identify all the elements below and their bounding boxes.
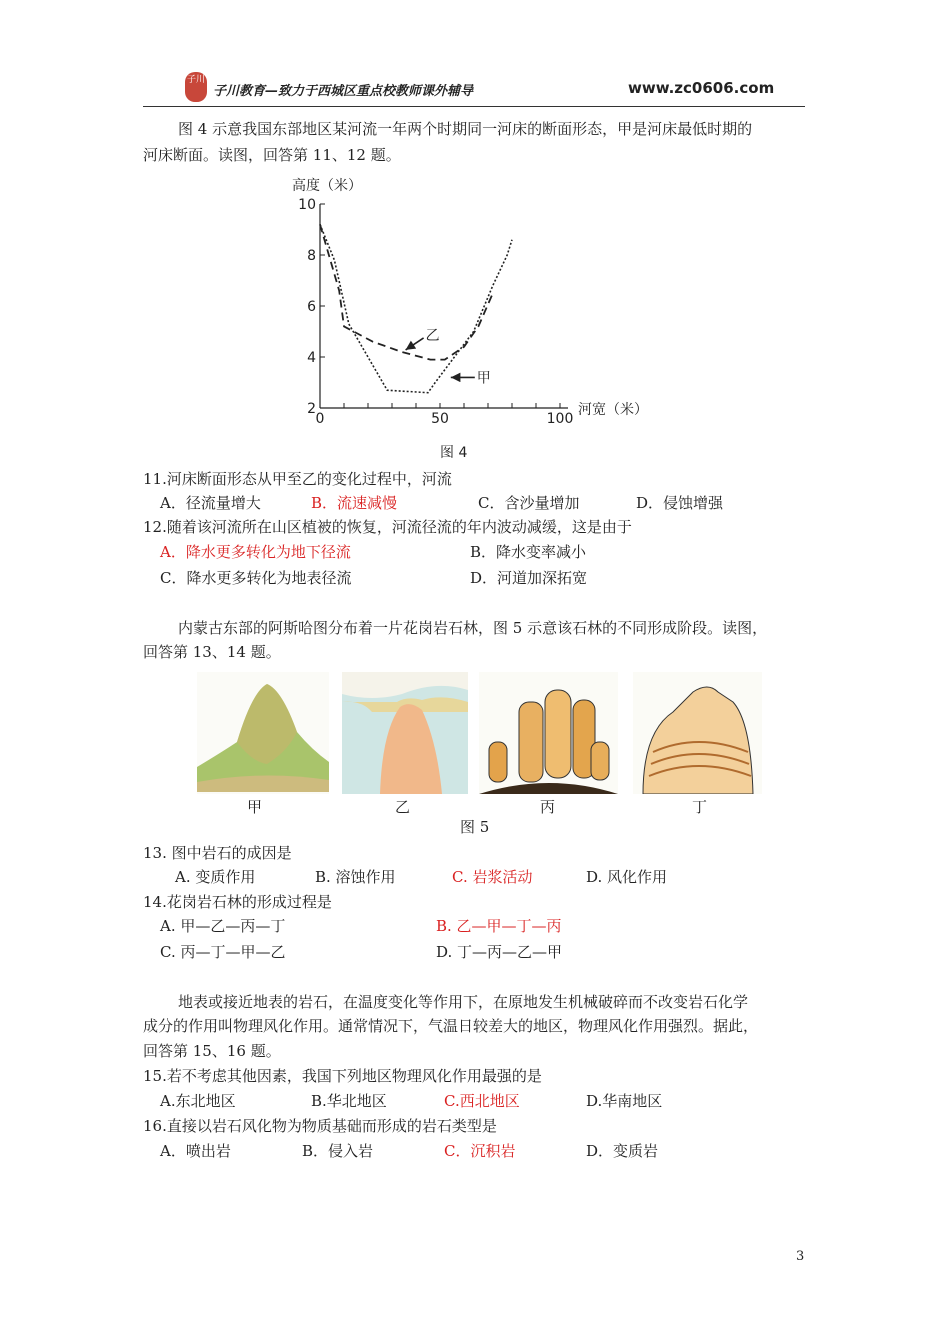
- q15-option-b: B.华北地区: [311, 1092, 387, 1110]
- x-tick-label: 100: [546, 411, 574, 427]
- stage-yi-picture: [342, 672, 468, 794]
- q11-option-a: A．径流量增大: [160, 494, 261, 512]
- stage-label-yi: 乙: [395, 798, 411, 816]
- q13-option-c: C. 岩浆活动: [452, 868, 533, 886]
- x-tick-label: 0: [315, 411, 325, 427]
- river-profile-chart: [280, 168, 680, 464]
- q13-option-d: D. 风化作用: [586, 868, 668, 886]
- q16-option-a: A．喷出岩: [160, 1142, 231, 1160]
- q13-stem: 13. 图中岩石的成因是: [143, 844, 292, 862]
- stage-label-jia: 甲: [247, 798, 263, 816]
- y-tick-label: 10: [298, 197, 316, 213]
- chart-caption: 图 4: [440, 445, 468, 461]
- q12-option-a: A．降水更多转化为地下径流: [160, 543, 351, 561]
- q12-option-d: D．河道加深拓宽: [470, 569, 588, 587]
- q16-option-b: B．侵入岩: [302, 1142, 374, 1160]
- intro3-line3: 回答第 15、16 题。: [143, 1042, 281, 1060]
- q14-stem: 14.花岗岩石林的形成过程是: [143, 893, 332, 911]
- q16-option-c: C．沉积岩: [444, 1142, 516, 1160]
- x-tick-label: 50: [431, 411, 449, 427]
- q14-option-d: D. 丁—丙—乙—甲: [436, 943, 563, 961]
- y-tick-label: 2: [307, 401, 316, 417]
- stage-label-bing: 丙: [540, 798, 556, 816]
- header-divider: [143, 106, 805, 107]
- chart-xlabel: 河宽（米）: [578, 402, 648, 418]
- q12-option-b: B．降水变率减小: [470, 543, 587, 561]
- stage-jia-picture: [197, 672, 329, 794]
- intro1-line2: 河床断面。读图，回答第 11、12 题。: [143, 146, 401, 164]
- page-number: 3: [796, 1249, 805, 1264]
- stage-ding-picture: [633, 672, 762, 794]
- header-url[interactable]: www.zc0606.com: [628, 79, 775, 97]
- q16-option-d: D．变质岩: [586, 1142, 659, 1160]
- y-tick-label: 8: [307, 248, 316, 264]
- series-label-yi: 乙: [425, 327, 440, 344]
- q14-option-b: B. 乙—甲—丁—丙: [436, 917, 562, 935]
- stage-bing-picture: [479, 672, 618, 794]
- q15-stem: 15.若不考虑其他因素，我国下列地区物理风化作用最强的是: [143, 1067, 542, 1085]
- header-title: 子川教育—致力于西城区重点校教师课外辅导: [213, 84, 474, 99]
- series-line-2: [320, 224, 493, 359]
- logo-seal: 子川: [185, 72, 207, 102]
- q14-option-a: A. 甲—乙—丙—丁: [160, 917, 286, 935]
- chart-ylabel: 高度（米）: [292, 178, 362, 194]
- intro2-line1: 内蒙古东部的阿斯哈图分布着一片花岗岩石林，图 5 示意该石林的不同形成阶段。读图，: [178, 619, 768, 637]
- y-tick-label: 6: [307, 299, 316, 315]
- series-arrow-yi: [406, 338, 424, 350]
- q11-option-c: C．含沙量增加: [478, 494, 580, 512]
- intro2-line2: 回答第 13、14 题。: [143, 643, 281, 661]
- q13-option-a: A. 变质作用: [175, 868, 256, 886]
- q11-option-b: B．流速减慢: [311, 494, 398, 512]
- q15-option-d: D.华南地区: [586, 1092, 663, 1110]
- q16-stem: 16.直接以岩石风化物为物质基础而形成的岩石类型是: [143, 1117, 497, 1135]
- intro1-line1: 图 4 示意我国东部地区某河流一年两个时期同一河床的断面形态，甲是河床最低时期的: [178, 120, 753, 138]
- q11-option-d: D．侵蚀增强: [636, 494, 724, 512]
- stage-label-ding: 丁: [692, 798, 708, 816]
- y-tick-label: 4: [307, 350, 316, 366]
- q13-option-b: B. 溶蚀作用: [315, 868, 396, 886]
- q14-option-c: C. 丙—丁—甲—乙: [160, 943, 286, 961]
- intro3-line2: 成分的作用叫物理风化作用。通常情况下，气温日较差大的地区，物理风化作用强烈。据此，: [143, 1017, 759, 1035]
- q15-option-c: C.西北地区: [444, 1092, 520, 1110]
- q12-option-c: C．降水更多转化为地表径流: [160, 569, 352, 587]
- series-line-1: [320, 224, 512, 392]
- figure5-caption: 图 5: [460, 818, 490, 836]
- q11-stem: 11.河床断面形态从甲至乙的变化过程中，河流: [143, 470, 452, 488]
- q15-option-a: A.东北地区: [160, 1092, 236, 1110]
- series-label-jia: 甲: [476, 370, 491, 387]
- intro3-line1: 地表或接近地表的岩石，在温度变化等作用下，在原地发生机械破碎而不改变岩石化学: [178, 993, 749, 1011]
- q12-stem: 12.随着该河流所在山区植被的恢复，河流径流的年内波动减缓，这是由于: [143, 518, 632, 536]
